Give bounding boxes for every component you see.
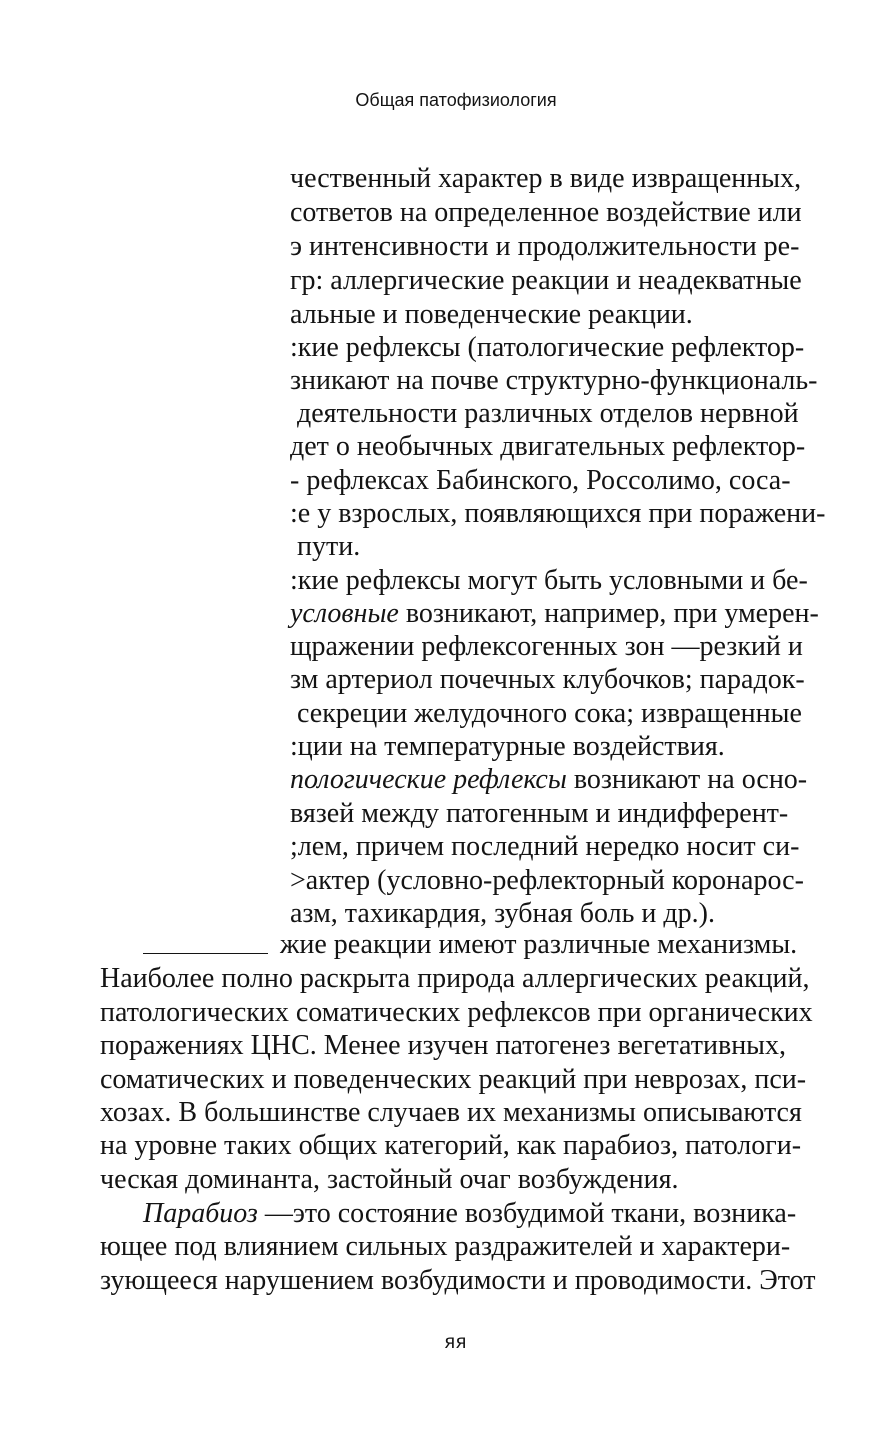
running-header: Общая патофизиология [355, 90, 557, 110]
text-line: :кие рефлексы (патологические рефлектор- [290, 332, 805, 363]
text-line: :ции на температурные воздействия. [290, 731, 725, 762]
text-line: соматических и поведенческих реакций при неврозах, пси- [100, 1064, 807, 1095]
text-line: э интенсивности и продолжительности ре- [290, 231, 800, 262]
text-line: ;лем, причем последний нередко носит си- [290, 831, 800, 862]
page-number: яя [444, 1332, 468, 1353]
italic-term: условные [290, 598, 399, 629]
text-line: хозах. В большинстве случаев их механизмы описываются [100, 1097, 802, 1128]
text-line: ческая доминанта, застойный очаг возбуждения. [100, 1164, 679, 1195]
text-line: гр: аллергические реакции и неадекватные [290, 265, 802, 296]
text-line: зм артериол почечных клубочков; парадок- [290, 664, 805, 695]
text-line: пути. [290, 531, 361, 562]
italic-term: пологические рефлексы [290, 764, 567, 795]
italic-term: Парабиоз [143, 1198, 258, 1229]
text-line: :е у взрослых, появляющихся при поражени- [290, 498, 826, 529]
text-line: зующееся нарушением возбудимости и проводимости. Этот [100, 1265, 816, 1296]
text-line: зникают на почве структурно-функциональ- [290, 365, 818, 396]
text-line: :кие рефлексы могут быть условными и бе- [290, 565, 808, 596]
text-line: щражении рефлексогенных зон —резкий и [290, 631, 803, 662]
text-run: возникают на осно- [566, 764, 808, 795]
text-line: секреции желудочного сока; извращенные [290, 698, 802, 729]
text-run: возникают, например, при умерен- [398, 598, 819, 629]
text-line: ющее под влиянием сильных раздражителей и характери- [100, 1231, 791, 1262]
text-line: поражениях ЦНС. Менее изучен патогенез вегетативных, [100, 1030, 786, 1061]
text-line: вязей между патогенным и индифферент- [290, 798, 789, 829]
text-run: —это состояние возбудимой ткани, возника- [257, 1198, 797, 1229]
text-line: дет о необычных двигательных рефлектор- [290, 431, 806, 462]
text-line: жие реакции имеют различные механизмы. [280, 929, 798, 960]
text-line: азм, тахикардия, зубная боль и др.). [290, 898, 715, 929]
text-line: Наиболее полно раскрыта природа аллергических реакций, [100, 963, 810, 994]
text-line: чественный характер в виде извращенных, [290, 163, 802, 194]
text-line: патологических соматических рефлексов при органических [100, 997, 813, 1028]
text-line: на уровне таких общих категорий, как парабиоз, патологи- [100, 1130, 802, 1161]
text-line [290, 763, 807, 797]
text-line: сответов на определенное воздействие или [290, 197, 802, 228]
blank-rule [143, 953, 268, 954]
text-line [290, 597, 819, 631]
text-line: альные и поведенческие реакции. [290, 299, 693, 330]
text-line: >актер (условно-рефлекторный коронарос- [290, 865, 804, 896]
text-line: деятельности различных отделов нервной [290, 398, 799, 429]
text-line [143, 1197, 796, 1231]
text-line: - рефлексах Бабинского, Россолимо, соса- [290, 465, 791, 496]
